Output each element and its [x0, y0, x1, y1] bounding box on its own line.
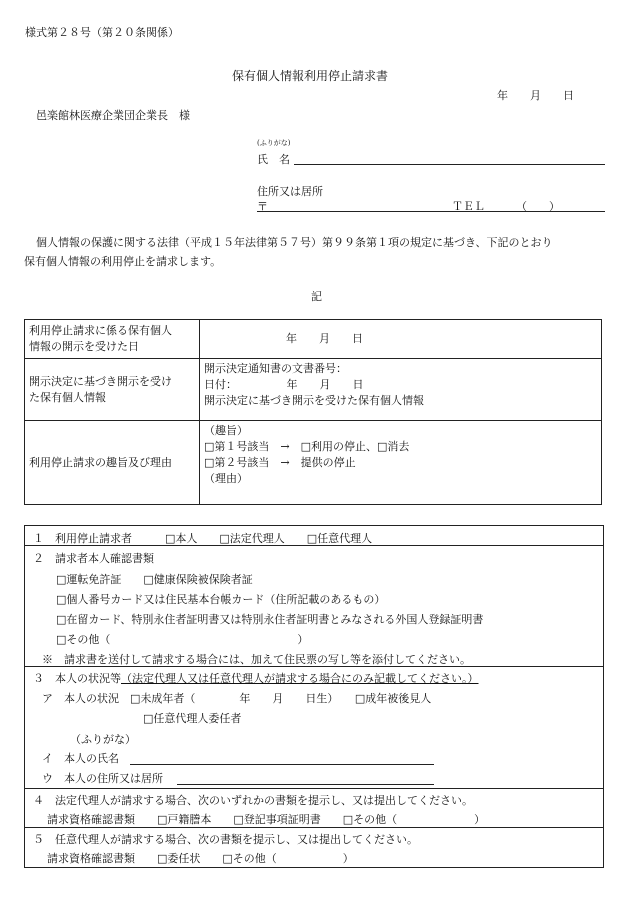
divider: [25, 545, 603, 546]
divider: [25, 827, 603, 828]
disclosed-info-label: 開示決定に基づき開示を受け た保有個人情報: [25, 359, 200, 421]
section3-status[interactable]: ア 本人の状況 □未成年者（ 年 月 日生） □成年被後見人: [42, 692, 432, 705]
tel-label: ＴＥＬ: [452, 200, 485, 213]
purpose-reason-label: 利用停止請求の趣旨及び理由: [25, 421, 200, 505]
principal-name-field[interactable]: [130, 750, 434, 765]
section2-id-docs-3[interactable]: □在留カード、特別永住者証明書又は特別永住者証明書とみなされる外国人登録証明書: [56, 613, 484, 626]
furigana-label: (ふりがな): [257, 139, 291, 147]
form-number: 様式第２８号（第２０条関係）: [25, 26, 179, 39]
divider: [25, 666, 603, 667]
ki-heading: 記: [311, 290, 322, 303]
section5-title: ５ 任意代理人が請求する場合、次の書類を提示し、又は提出してください。: [33, 833, 418, 846]
address-label: 住所又は居所: [257, 185, 323, 198]
body-text-line2: 保有個人情報の利用停止を請求します。: [24, 255, 222, 268]
addressee: 邑楽館林医療企業団企業長 様: [36, 109, 190, 122]
form-title: 保有個人情報利用停止請求書: [232, 69, 389, 83]
section3-title: ３ 本人の状況等（法定代理人又は任意代理人が請求する場合にのみ記載してください。）: [33, 672, 479, 685]
requester-info-box: [24, 525, 604, 868]
section5-docs[interactable]: 請求資格確認書類 □委任状 □その他（ ）: [47, 852, 354, 865]
postal-mark: 〒: [257, 200, 268, 213]
section3-address-label: ウ 本人の住所又は居所: [42, 772, 163, 785]
request-table: [24, 319, 602, 505]
disclosure-date-label: 利用停止請求に係る保有個人 情報の開示を受けた日: [25, 320, 200, 359]
section2-id-docs-1[interactable]: □運転免許証 □健康保険被保険者証: [56, 573, 253, 586]
name-field[interactable]: [294, 150, 605, 165]
tel-area-code[interactable]: （ ）: [516, 200, 560, 213]
name-label: 氏 名: [257, 153, 290, 166]
section3-furigana: （ふりがな）: [70, 733, 136, 746]
section3-delegator[interactable]: □任意代理人委任者: [143, 712, 242, 725]
disclosed-info-value[interactable]: 開示決定通知書の文書番号： 日付： 年 月 日 開示決定に基づき開示を受けた保有個人情報: [200, 359, 602, 421]
section4-docs[interactable]: 請求資格確認書類 □戸籍謄本 □登記事項証明書 □その他（ ）: [47, 813, 486, 826]
section1-requester[interactable]: １ 利用停止請求者 □本人 □法定代理人 □任意代理人: [33, 532, 373, 545]
table-row: [25, 421, 602, 505]
purpose-reason-value[interactable]: （趣旨） □第１号該当 → □利用の停止、□消去 □第２号該当 → 提供の停止 （理由）: [200, 421, 602, 505]
table-row: [25, 320, 602, 359]
section2-id-docs-other[interactable]: □その他（ ）: [56, 633, 309, 646]
divider: [25, 788, 603, 789]
submission-date[interactable]: 年 月 日: [497, 89, 574, 102]
principal-address-field[interactable]: [177, 770, 434, 785]
section2-title: ２ 請求者本人確認書類: [33, 552, 154, 565]
address-field[interactable]: [257, 197, 605, 212]
disclosure-date-value[interactable]: 年 月 日: [200, 320, 602, 359]
section2-note: ※ 請求書を送付して請求する場合には、加えて住民票の写し等を添付してください。: [42, 653, 471, 666]
body-text-line1: 個人情報の保護に関する法律（平成１５年法律第５７号）第９９条第１項の規定に基づき、下記のとおり: [36, 236, 553, 249]
table-row: [25, 359, 602, 421]
section4-title: ４ 法定代理人が請求する場合、次のいずれかの書類を提示し、又は提出してください。: [33, 794, 473, 807]
section3-name-label: イ 本人の氏名: [42, 752, 119, 765]
section2-id-docs-2[interactable]: □個人番号カード又は住民基本台帳カード（住所記載のあるもの）: [56, 593, 386, 606]
